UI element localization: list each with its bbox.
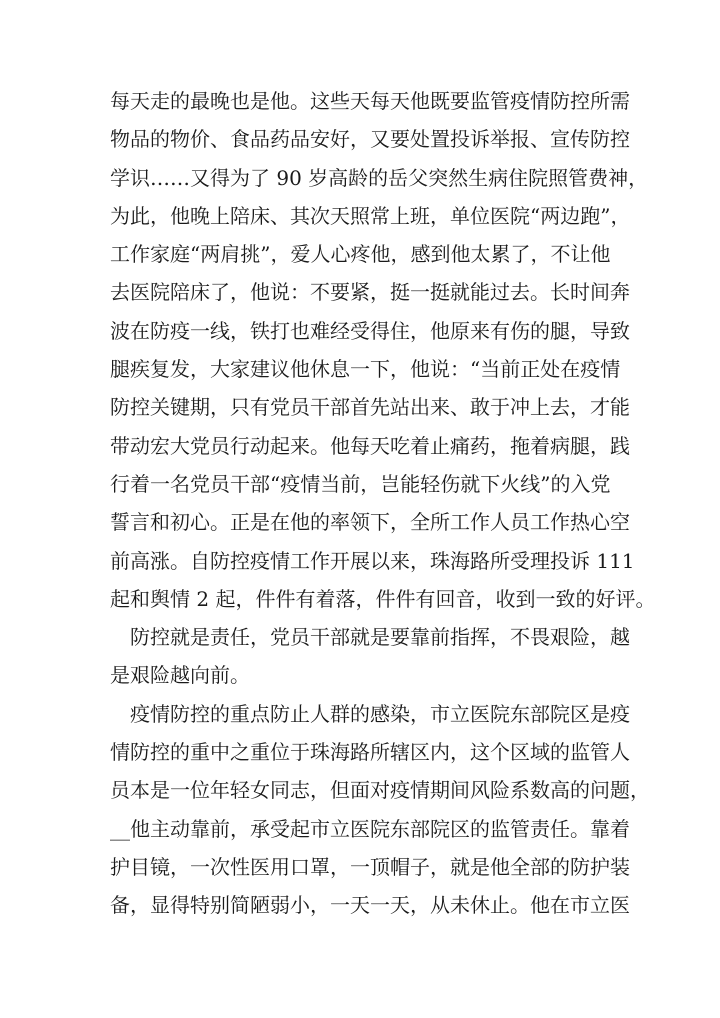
text-line: 行着一名党员干部“疫情当前，岂能轻伤就下火线”的入党 bbox=[110, 471, 611, 496]
text-line: 前高涨。自防控疫情工作开展以来，珠海路所受理投诉 111 bbox=[110, 548, 635, 573]
text-line: 疫情防控的重点防止人群的感染，市立医院东部院区是疫 bbox=[130, 701, 630, 726]
text-line: 员本是一位年轻女同志，但面对疫情期间风险系数高的问题， bbox=[110, 778, 650, 803]
text-line: 为此，他晚上陪床、其次天照常上班，单位医院“两边跑”， bbox=[110, 203, 631, 228]
document-body bbox=[110, 82, 656, 925]
text-line: 每天走的最晚也是他。这些天每天他既要监管疫情防控所需 bbox=[110, 89, 630, 113]
text-line: 起和舆情 2 起，件件有着落，件件有回音，收到一致的好评。 bbox=[110, 586, 656, 611]
text-line: 防控就是责任，党员干部就是要靠前指挥，不畏艰险，越 bbox=[130, 625, 630, 650]
text-line: 护目镜，一次性医用口罩，一顶帽子，就是他全部的防护装 bbox=[110, 854, 630, 879]
text-line: 工作家庭“两肩挑”，爱人心疼他，感到他太累了，不让他 bbox=[110, 242, 611, 267]
text-line: 带动宏大党员行动起来。他每天吃着止痛药，拖着病腿，践 bbox=[110, 433, 630, 458]
text-line: 誓言和初心。正是在他的率领下，全所工作人员工作热心空 bbox=[110, 510, 630, 535]
text-line: 防控关键期，只有党员干部首先站出来、敢于冲上去，才能 bbox=[110, 395, 630, 420]
text-line: 情防控的重中之重位于珠海路所辖区内，这个区域的监管人 bbox=[110, 740, 630, 765]
text-line: __他主动靠前，承受起市立医院东部院区的监管责任。靠着 bbox=[110, 816, 630, 841]
text-line: 备，显得特别简陋弱小，一天一天，从未休止。他在市立医 bbox=[110, 893, 630, 918]
text-line: 是艰险越向前。 bbox=[110, 663, 250, 688]
text-line: 波在防疫一线，铁打也难经受得住，他原来有伤的腿，导致 bbox=[110, 318, 630, 343]
text-line: 去医院陪床了，他说：不要紧，挺一挺就能过去。长时间奔 bbox=[110, 280, 630, 305]
text-line: 腿疾复发，大家建议他休息一下，他说：“当前正处在疫情 bbox=[110, 357, 621, 382]
text-line: 学识……又得为了 90 岁高龄的岳父突然生病住院照管费神， bbox=[110, 165, 649, 190]
text-line: 物品的物价、食品药品安好，又要处置投诉举报、宣传防控 bbox=[110, 127, 630, 152]
